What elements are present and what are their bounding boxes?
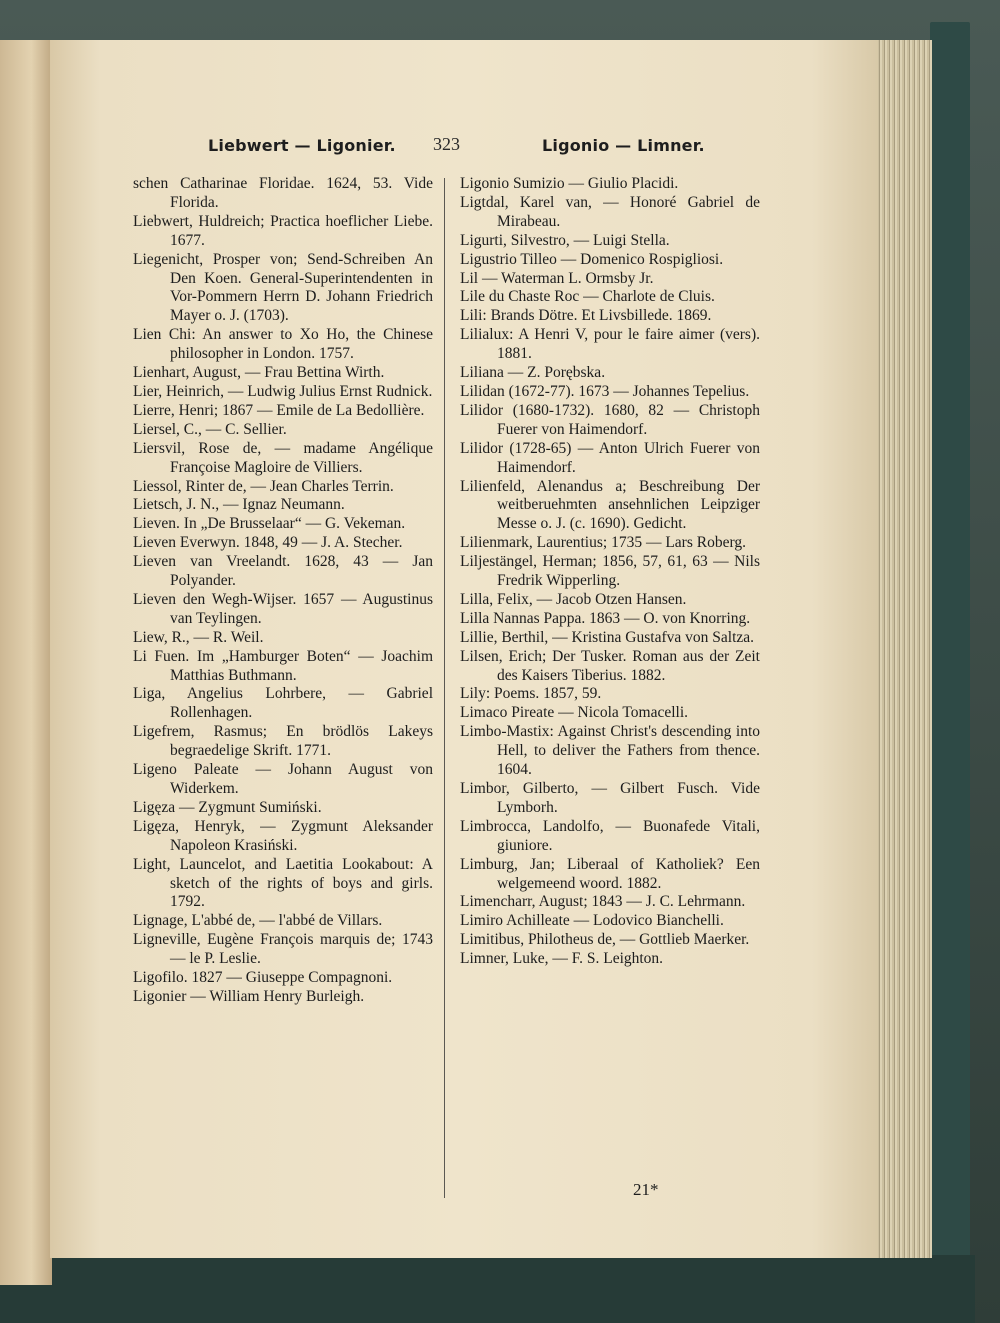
- running-head-right: Ligonio — Limner.: [542, 136, 705, 155]
- entry: Limitibus, Philotheus de, — Gottlieb Maerker.: [460, 931, 750, 949]
- entry: Ligustrio Tilleo — Domenico Rospigliosi.: [460, 250, 724, 268]
- entry: Lilidan (1672-77). 1673 — Johannes Tepelius.: [460, 382, 750, 400]
- entry: Lieven Everwyn. 1848, 49 — J. A. Stecher.: [133, 534, 403, 552]
- entry: Liegenicht, Prosper von; Send-Schreiben An Den Koen. General-Superintendenten in Vor-Pommern Herrn D. Johann Friedrich Mayer o. J. (1703).: [133, 250, 433, 325]
- entry: Limencharr, August; 1843 — J. C. Lehrmann.: [460, 893, 746, 911]
- right-column: [460, 175, 760, 969]
- entry: Lieven den Wegh-Wijser. 1657 — Augustinus van Teylingen.: [133, 590, 433, 627]
- entry: Lierre, Henri; 1867 — Emile de La Bedollière.: [133, 401, 425, 419]
- entry: Lilialux: A Henri V, pour le faire aimer (vers). 1881.: [460, 326, 760, 363]
- entry: Lilla Nannas Pappa. 1863 — O. von Knorring.: [460, 609, 751, 627]
- entry: Ligęza — Zygmunt Sumiński.: [133, 798, 322, 816]
- entry: Limner, Luke, — F. S. Leighton.: [460, 950, 664, 968]
- entry: Lietsch, J. N., — Ignaz Neumann.: [133, 496, 345, 514]
- entry: Limbor, Gilberto, — Gilbert Fusch. Vide Lymborh.: [460, 780, 760, 816]
- entry: Lili: Brands Dötre. Et Livsbillede. 1869.: [460, 307, 712, 325]
- page: [50, 40, 878, 1258]
- entry: Lilidor (1680-1732). 1680, 82 — Christoph Fuerer von Haimendorf.: [460, 401, 760, 438]
- entry: Lillie, Berthil, — Kristina Gustafva von Saltza.: [460, 628, 755, 646]
- entry: Lier, Heinrich, — Ludwig Julius Ernst Rudnick.: [133, 382, 433, 400]
- running-head-left: Liebwert — Ligonier.: [208, 136, 396, 155]
- entry: Lilienmark, Laurentius; 1735 — Lars Roberg.: [460, 534, 746, 552]
- entry: schen Catharinae Floridae. 1624, 53. Vide Florida.: [133, 175, 433, 211]
- left-column: [133, 175, 433, 1007]
- entry: Lilsen, Erich; Der Tusker. Roman aus der Zeit des Kaisers Tiberius. 1882.: [460, 647, 760, 684]
- column-divider: [444, 178, 445, 1198]
- entry: Ligofilo. 1827 — Giuseppe Compagnoni.: [133, 969, 393, 987]
- entry: Lieven van Vreelandt. 1628, 43 — Jan Polyander.: [133, 553, 433, 590]
- entry: Lilidor (1728-65) — Anton Ulrich Fuerer von Haimendorf.: [460, 439, 760, 476]
- entry: Limaco Pireate — Nicola Tomacelli.: [460, 704, 689, 722]
- page-number: 323: [433, 134, 460, 154]
- entry: Lien Chi: An answer to Xo Ho, the Chinese philosopher in London. 1757.: [133, 326, 433, 363]
- entry: Lile du Chaste Roc — Charlote de Cluis.: [460, 288, 715, 306]
- entry: Limiro Achilleate — Lodovico Bianchelli.: [460, 912, 724, 930]
- entry: Lieven. In „De Brusselaar“ — G. Vekeman.: [133, 515, 406, 533]
- entry: Ligęza, Henryk, — Zygmunt Aleksander Napoleon Krasiński.: [133, 817, 433, 854]
- page-stack-edge: [872, 40, 932, 1258]
- entry: Ligneville, Eugène François marquis de; 1743 — le P. Leslie.: [133, 931, 433, 968]
- entry: Lil — Waterman L. Ormsby Jr.: [460, 269, 654, 287]
- entry: Liebwert, Huldreich; Practica hoeflicher Liebe. 1677.: [133, 212, 433, 249]
- entry: Liliana — Z. Porębska.: [460, 364, 606, 382]
- entry: Limbrocca, Landolfo, — Buonafede Vitali, giuniore.: [460, 817, 760, 854]
- entry: Liljestängel, Herman; 1856, 57, 61, 63 — Nils Fredrik Wipperling.: [460, 553, 760, 590]
- entry: Lignage, L'abbé de, — l'abbé de Villars.: [133, 912, 383, 930]
- entry: Limburg, Jan; Liberaal of Katholiek? Een welgemeend woord. 1882.: [460, 855, 760, 892]
- entry: Ligeno Paleate — Johann August von Widerkem.: [133, 761, 433, 797]
- signature-mark: 21*: [633, 1180, 659, 1199]
- entry: Ligonier — William Henry Burleigh.: [133, 987, 365, 1005]
- entry: Lily: Poems. 1857, 59.: [460, 685, 602, 703]
- book-cover-edge: [930, 22, 970, 1282]
- entry: Lienhart, August, — Frau Bettina Wirth.: [133, 364, 385, 382]
- entry: Ligtdal, Karel van, — Honoré Gabriel de Mirabeau.: [460, 193, 760, 230]
- entry: Liew, R., — R. Weil.: [133, 628, 264, 646]
- book-cover-bottom: [0, 1255, 975, 1323]
- entry: Ligonio Sumizio — Giulio Placidi.: [460, 175, 679, 192]
- entry: Liga, Angelius Lohrbere, — Gabriel Rollenhagen.: [133, 685, 433, 722]
- previous-page-edge: [0, 40, 52, 1285]
- entry: Li Fuen. Im „Hamburger Boten“ — Joachim Matthias Buthmann.: [133, 647, 433, 684]
- entry: Lilienfeld, Alenandus a; Beschreibung Der weitberuehmten ansehnlichen Leipziger Messe o. J. (c. 1690). Gedicht.: [460, 477, 760, 533]
- entry: Liessol, Rinter de, — Jean Charles Terrin.: [133, 477, 394, 495]
- entry: Liersel, C., — C. Sellier.: [133, 420, 287, 438]
- entry: Limbo-Mastix: Against Christ's descending into Hell, to deliver the Fathers from thence. 1604.: [460, 723, 760, 779]
- entry: Liersvil, Rose de, — madame Angélique Françoise Magloire de Villiers.: [133, 439, 433, 476]
- entry: Light, Launcelot, and Laetitia Lookabout: A sketch of the rights of boys and girls. 1792.: [133, 855, 433, 911]
- entry: Ligefrem, Rasmus; En brödlös Lakeys begraedelige Skrift. 1771.: [133, 723, 433, 760]
- entry: Lilla, Felix, — Jacob Otzen Hansen.: [460, 590, 687, 608]
- entry: Ligurti, Silvestro, — Luigi Stella.: [460, 231, 670, 249]
